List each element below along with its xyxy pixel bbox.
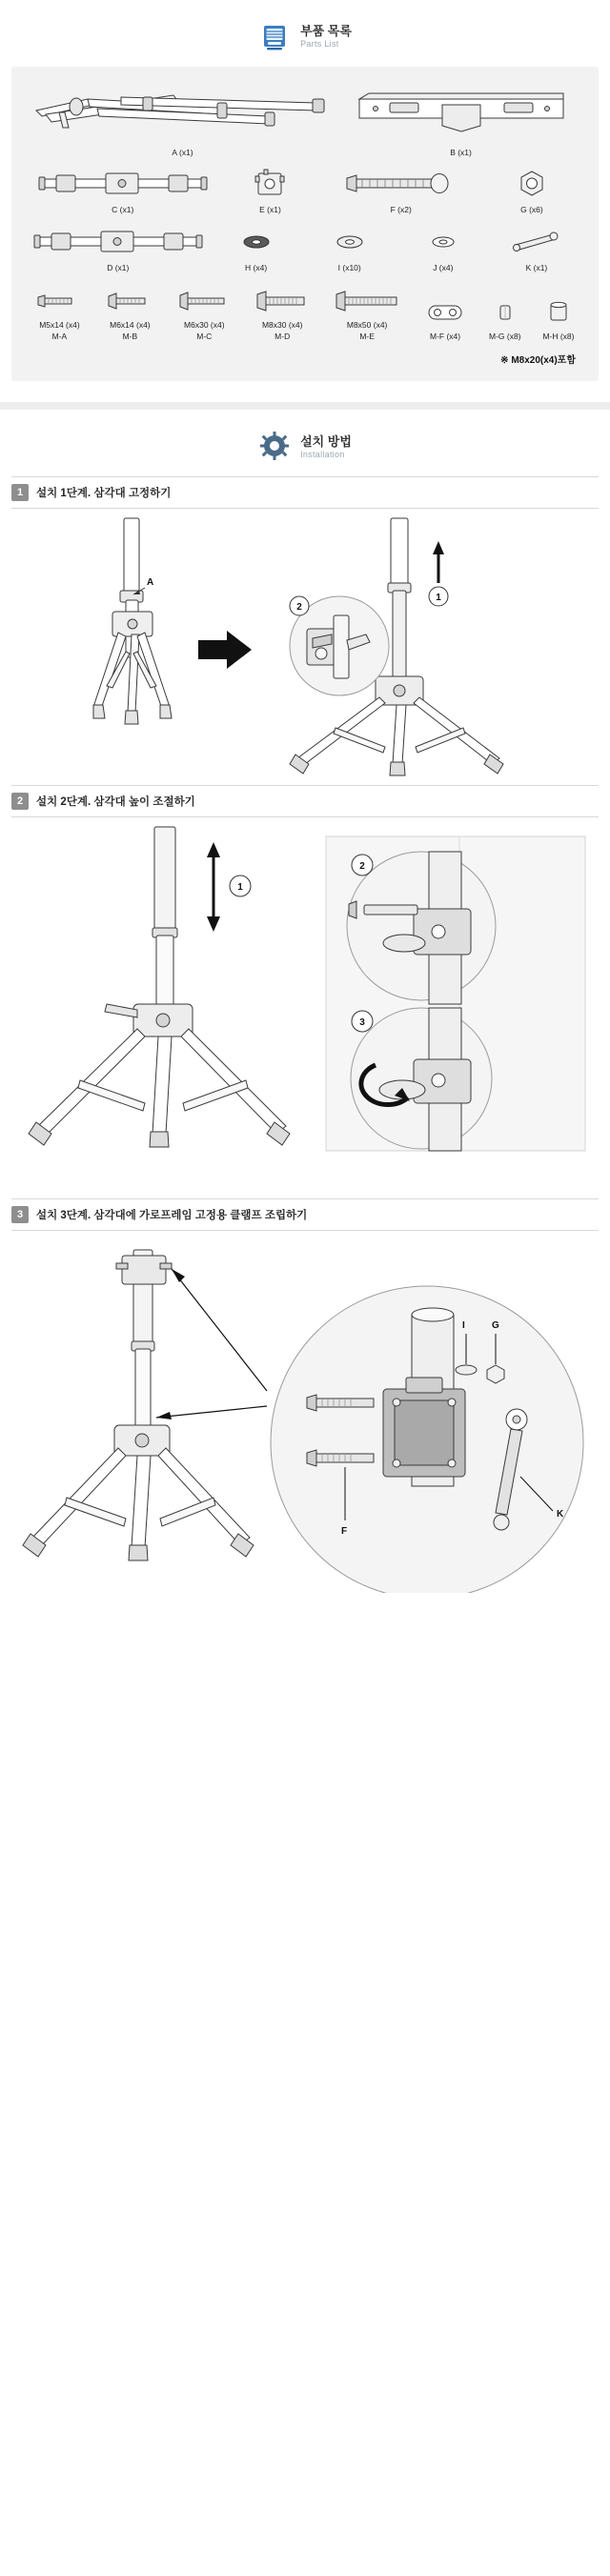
- part-M-B-label: M6x14 (x4) M-B: [110, 320, 151, 341]
- part-F-illustration: [339, 168, 463, 200]
- installation-header: [0, 410, 610, 476]
- part-B-label: B (x1): [450, 148, 472, 157]
- part-C-illustration: [37, 168, 209, 200]
- installation-title-ko: 설치 방법: [300, 433, 352, 449]
- part-G: [487, 168, 576, 215]
- part-K-label: K (x1): [525, 262, 548, 272]
- part-H: [212, 226, 300, 273]
- part-D: [29, 226, 207, 273]
- part-M-G: [489, 298, 521, 342]
- part-M-H-illustration: [543, 298, 574, 327]
- part-M-G-illustration: [492, 298, 518, 327]
- part-I: [305, 226, 394, 273]
- parts-list-title-en: Parts List: [300, 39, 339, 50]
- part-M-A-label: M5x14 (x4) M-A: [39, 320, 80, 341]
- section-divider: [0, 402, 610, 410]
- part-H-illustration: [234, 226, 278, 258]
- installation-title-en: Installation: [300, 449, 345, 459]
- step-1-title: 설치 1단계. 삼각대 고정하기: [36, 488, 172, 500]
- part-M-A: [35, 287, 83, 342]
- parts-row-2: [21, 158, 589, 215]
- part-A-illustration: [30, 86, 336, 143]
- step-3-title: 설치 3단계. 삼각대에 가로프레임 고정용 클램프 조립하기: [36, 1210, 308, 1222]
- part-I-label: I (x10): [337, 262, 361, 272]
- part-M-H-label: M-H (x8): [542, 331, 575, 341]
- parts-box-icon: [258, 21, 291, 53]
- part-D-label: D (x1): [107, 262, 130, 272]
- part-G-label: G (x6): [520, 205, 543, 215]
- part-B-illustration: [352, 86, 571, 143]
- part-H-label: H (x4): [245, 262, 268, 272]
- part-G-illustration: [510, 168, 554, 200]
- step-3-header: [11, 1198, 599, 1231]
- part-M-E-label: M8x50 (x4) M-E: [346, 320, 388, 341]
- parts-row-4: [21, 273, 589, 342]
- step-2-number: 2: [11, 793, 29, 810]
- step2-height-arrow: [207, 842, 220, 932]
- part-F-label: F (x2): [390, 205, 412, 215]
- parts-list-title-ko: 부품 목록: [300, 24, 352, 39]
- part-J: [398, 226, 487, 273]
- part-M-D-illustration: [254, 287, 311, 315]
- step-1-number: 1: [11, 484, 29, 501]
- part-M-H: [542, 298, 574, 342]
- step2-callout-2: 2: [359, 861, 365, 873]
- part-M-E: [333, 287, 401, 342]
- step3-detail-circle: [271, 1286, 583, 1593]
- installation-titles: [300, 435, 352, 459]
- part-M-C-illustration: [176, 287, 232, 315]
- step3-label-I: I: [462, 1320, 465, 1332]
- process-arrow: [198, 631, 252, 669]
- step1-callout-1: 1: [436, 593, 441, 604]
- parts-row-1: [21, 80, 589, 158]
- step-2-title: 설치 2단계. 삼각대 높이 조절하기: [36, 796, 195, 809]
- part-M-D-label: M8x30 (x4) M-D: [261, 320, 303, 341]
- part-M-C: [176, 287, 232, 342]
- parts-list-panel: [11, 67, 599, 381]
- step-3-number: 3: [11, 1206, 29, 1223]
- step1-callout-2: 2: [296, 602, 302, 614]
- part-M-F-illustration: [423, 298, 467, 327]
- step-2-figure: [11, 817, 599, 1198]
- parts-list-titles: [300, 25, 352, 49]
- part-A: [32, 86, 333, 158]
- part-M-G-label: M-G (x8): [488, 331, 521, 341]
- part-D-illustration: [32, 226, 204, 258]
- step3-label-K: K: [557, 1509, 564, 1520]
- part-M-B: [105, 287, 154, 342]
- step1-up-arrow: [433, 541, 444, 583]
- part-M-F-label: M-F (x4): [430, 331, 461, 341]
- step-2-header: [11, 785, 599, 817]
- part-M-C-label: M6x30 (x4) M-C: [184, 320, 225, 341]
- part-K: [492, 226, 580, 273]
- part-M-D: [254, 287, 311, 342]
- part-E-illustration: [243, 168, 296, 200]
- part-M-F: [423, 298, 467, 342]
- parts-row-3: [21, 216, 589, 273]
- step2-detail-panel: [326, 836, 585, 1151]
- step-1-header: [11, 476, 599, 509]
- step1-detail-circle: [290, 596, 389, 695]
- step3-label-F: F: [341, 1526, 348, 1538]
- step2-callout-3: 3: [359, 1017, 365, 1029]
- step-3-figure: [11, 1231, 599, 1621]
- part-A-label: A (x1): [172, 148, 193, 157]
- part-C-label: C (x1): [112, 205, 134, 215]
- gear-icon: [258, 431, 291, 463]
- part-M-B-illustration: [105, 287, 154, 315]
- step2-callout-1: 1: [237, 882, 243, 894]
- part-M-E-illustration: [333, 287, 401, 315]
- parts-footnote: ※ M8x20(x4)포함: [500, 355, 576, 367]
- parts-list-header: [0, 0, 610, 67]
- step3-label-G: G: [492, 1320, 499, 1332]
- part-F: [329, 168, 474, 215]
- part-E-label: E (x1): [259, 205, 281, 215]
- part-B: [344, 86, 578, 158]
- part-K-illustration: [508, 226, 565, 258]
- part-C: [33, 168, 212, 215]
- part-J-illustration: [421, 226, 465, 258]
- part-J-label: J (x4): [433, 262, 454, 272]
- part-I-illustration: [328, 226, 372, 258]
- part-E: [226, 168, 315, 215]
- step-1-figure: [11, 509, 599, 785]
- part-M-A-illustration: [35, 287, 83, 315]
- step1-label-A: A: [147, 577, 154, 589]
